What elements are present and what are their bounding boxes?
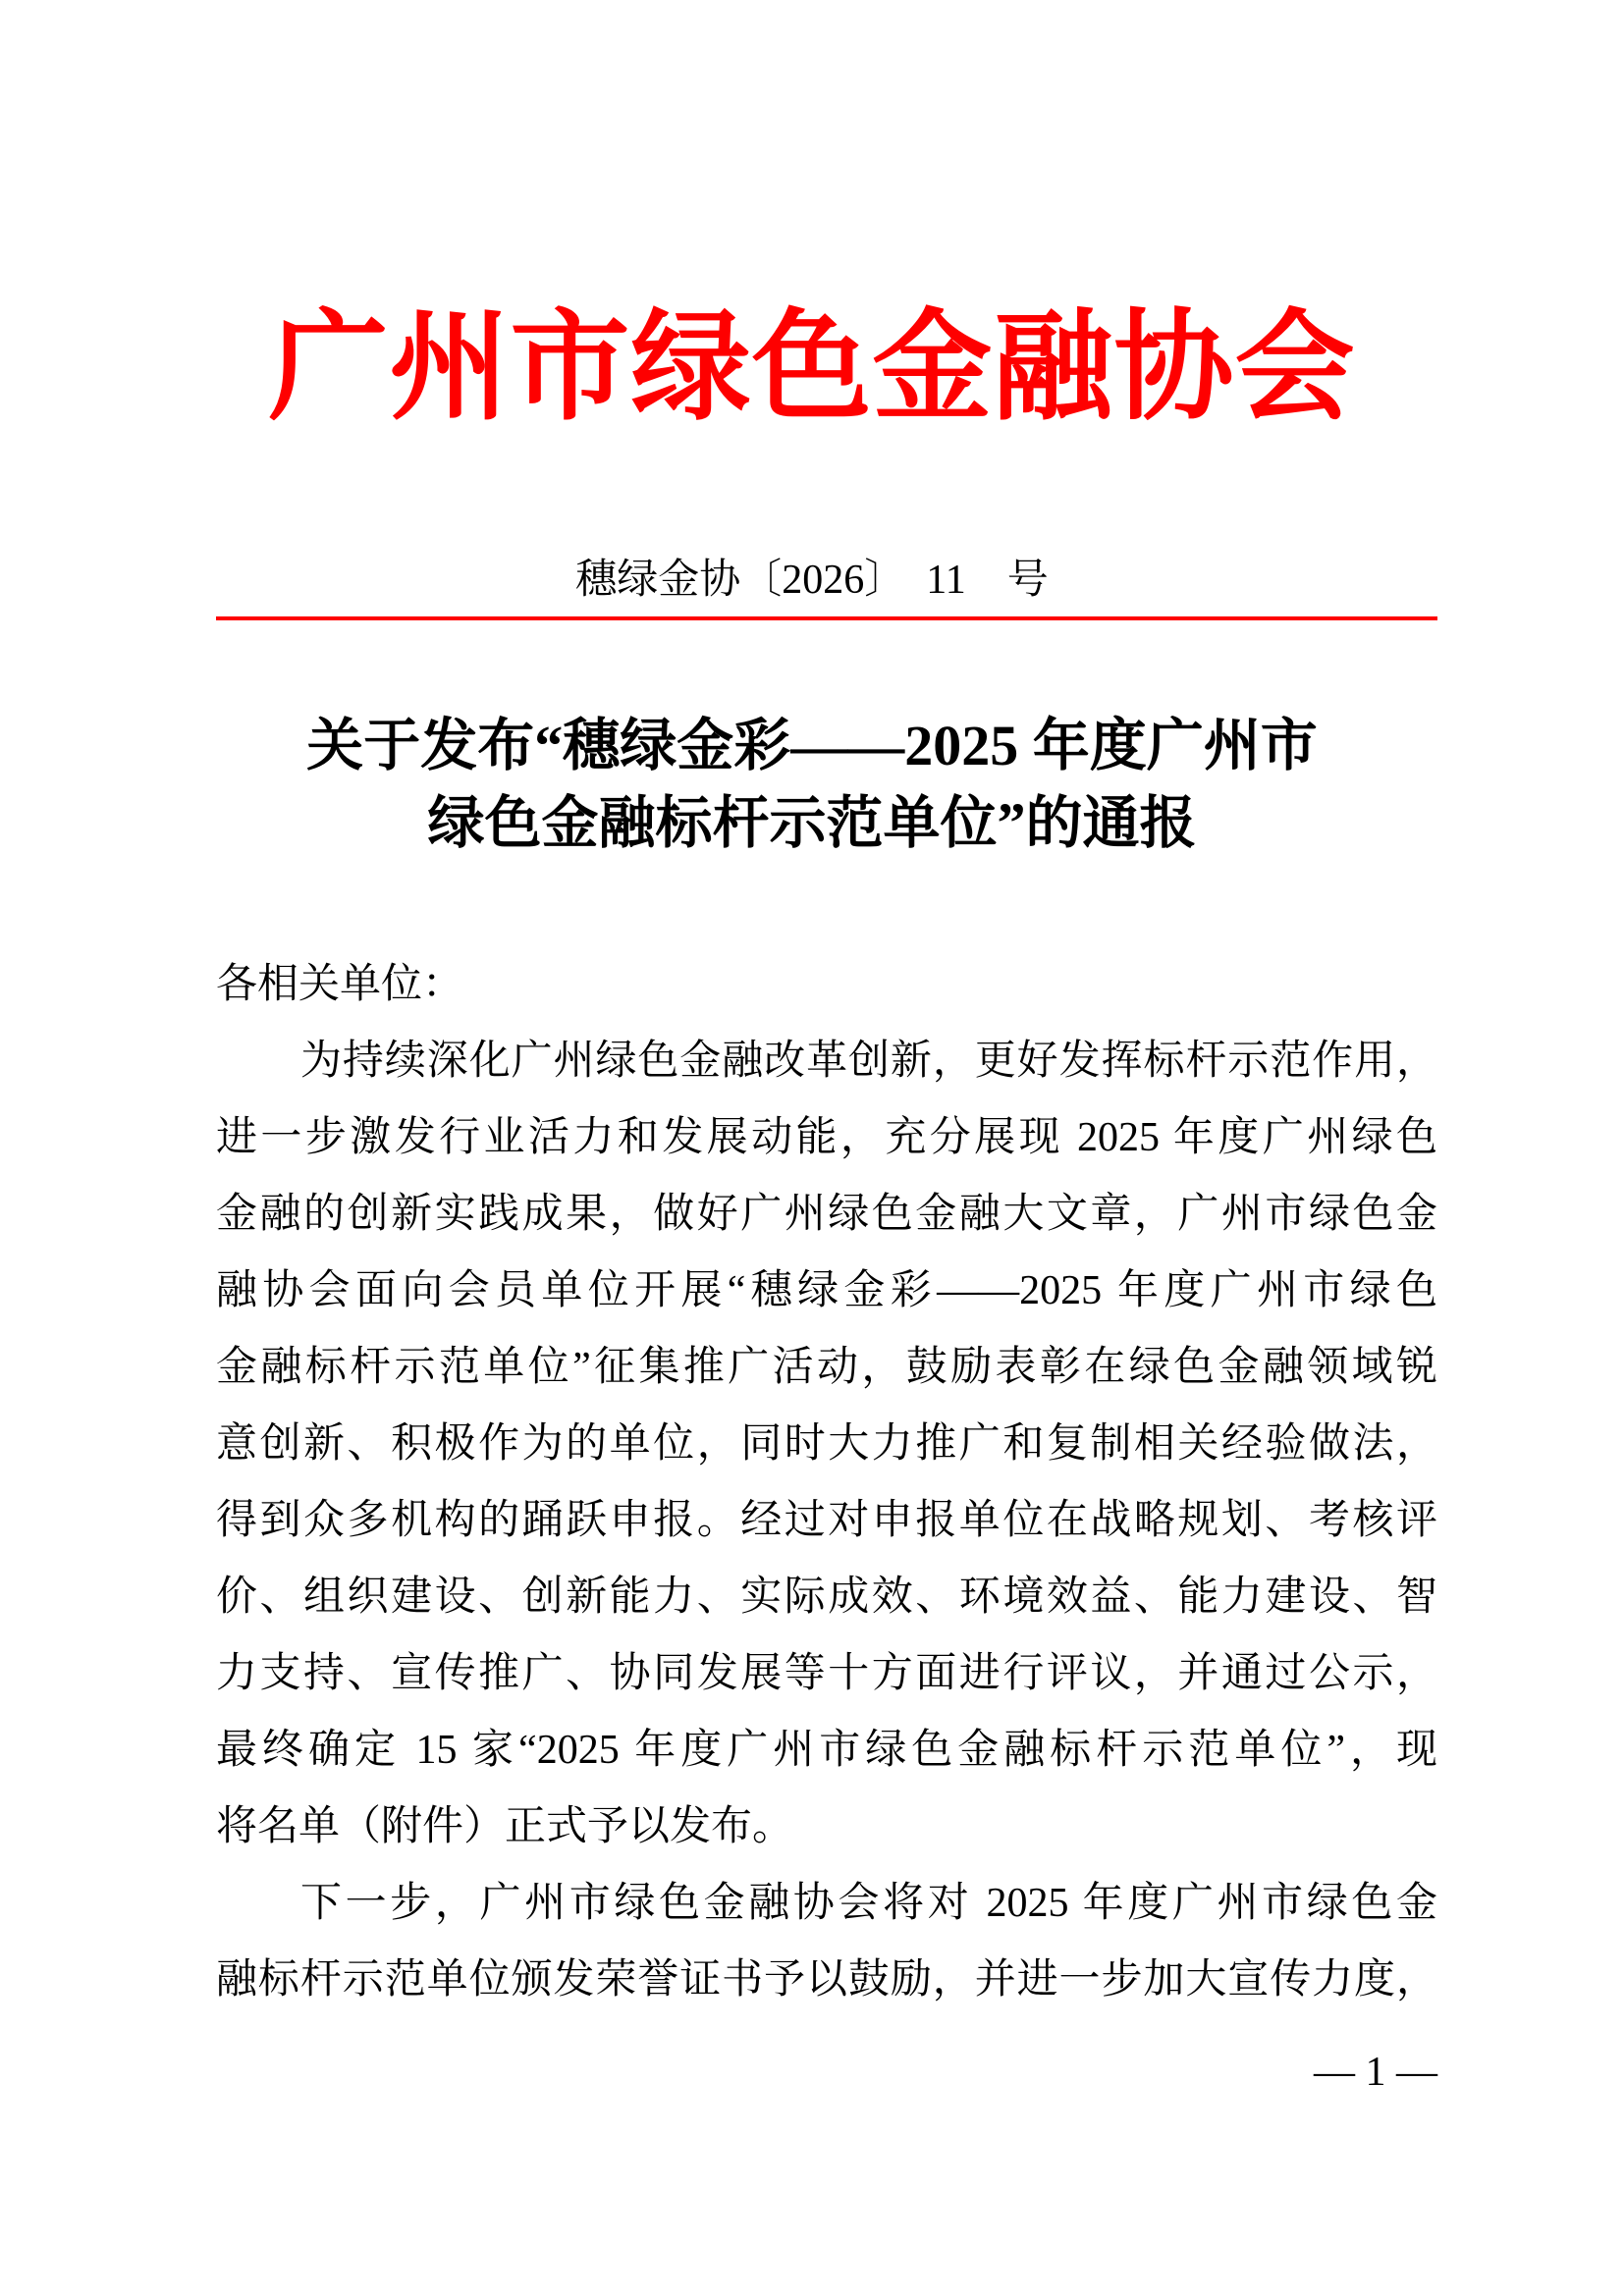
body-text-line: 意创新、积极作为的单位，同时大力推广和复制相关经验做法， xyxy=(216,1421,1437,1467)
body-text-line: 融标杆示范单位颁发荣誉证书予以鼓励，并进一步加大宣传力度， xyxy=(216,1957,1437,2002)
body-text-line: 最终确定 15 家“2025 年度广州市绿色金融标杆示范单位”，现 xyxy=(216,1728,1437,1773)
body-text-line: 下一步，广州市绿色金融协会将对 2025 年度广州市绿色金 xyxy=(300,1881,1437,1926)
body-text-line: 价、组织建设、创新能力、实际成效、环境效益、能力建设、智 xyxy=(216,1575,1437,1620)
doc-title xyxy=(0,707,1624,862)
salutation-line: 各相关单位： xyxy=(216,962,464,1007)
org-title: 广州市绿色金融协会 xyxy=(268,302,1356,435)
page-number: — 1 — xyxy=(1314,2050,1437,2095)
red-divider-line xyxy=(216,616,1437,620)
doc-number: 穗绿金协〔2026〕 11 号 xyxy=(575,558,1049,603)
body-text-line: 金融标杆示范单位”征集推广活动，鼓励表彰在绿色金融领域锐 xyxy=(216,1345,1437,1390)
body-text-line: 力支持、宣传推广、协同发展等十方面进行评议，并通过公示， xyxy=(216,1651,1437,1696)
doc-title-line-2: 绿色金融标杆示范单位”的通报 xyxy=(427,791,1197,855)
body-text-line: 进一步激发行业活力和发展动能，充分展现 2025 年度广州绿色 xyxy=(216,1115,1437,1160)
document-body xyxy=(216,946,1437,2018)
body-text-line: 将名单（附件）正式予以发布。 xyxy=(216,1804,794,1849)
body-text-line: 金融的创新实践成果，做好广州绿色金融大文章，广州市绿色金 xyxy=(216,1192,1437,1237)
doc-title-line-1: 关于发布“穗绿金彩——2025 年度广州市 xyxy=(306,714,1318,777)
body-text-line: 为持续深化广州绿色金融改革创新，更好发挥标杆示范作用， xyxy=(300,1039,1437,1084)
body-text-line: 得到众多机构的踊跃申报。经过对申报单位在战略规划、考核评 xyxy=(216,1498,1437,1543)
body-text-line: 融协会面向会员单位开展“穗绿金彩——2025 年度广州市绿色 xyxy=(216,1268,1437,1313)
